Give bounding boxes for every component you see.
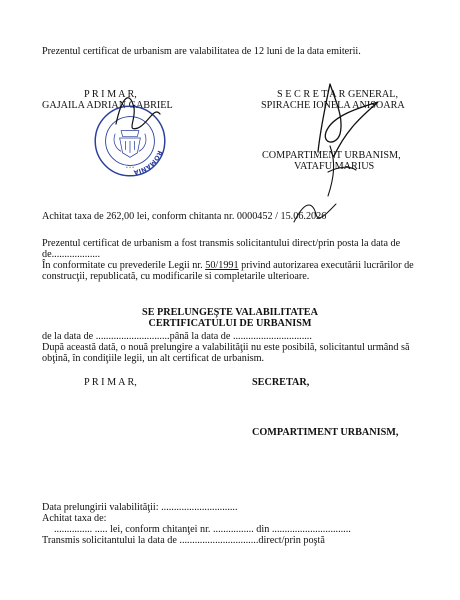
extension-heading-2: CERTIFICATULUI DE URBANISM [148,318,312,329]
extension-mayor-title: P R I M A R, [84,377,137,388]
mayor-name: GAJAILA ADRIAN GABRIEL [42,100,173,111]
fee-line: Achitat taxa de 262,00 lei, conform chitanta nr. 0000452 / 15.06.2026 [42,211,327,222]
svg-text:* * *: * * * [126,166,134,171]
footer-fee-label: Achitat taxa de: [42,513,107,524]
footer-transmitted: Transmis solicitantului la data de ...............................direct/prin poştă [42,535,325,546]
mayor-signature [108,84,168,144]
extension-note-1: După această dată, o nouă prelungire a valabilităţii nu este posibilă, solicitantul urmând să [42,342,410,353]
extension-note-2: obţină, în condiţiile legii, un alt certificat de urbanism. [42,353,265,364]
secretary-name: SPIRACHE IONELA ANISOARA [261,100,405,111]
transmitted-line-2: de................... [42,249,101,260]
law-prefix: În conformitate cu prevederile Legii nr. [42,260,206,271]
seal-ring-text: ROMÂNIA [132,149,163,176]
extension-secretary-title: SECRETAR, [252,377,310,388]
law-number: 50/1991 [205,260,239,271]
law-suffix: privind autorizarea executării lucrărilor de [238,260,414,271]
fee-signature [290,196,340,228]
footer-ext-date: Data prelungirii valabilităţii: .............................. [42,502,238,513]
law-line-2: construcţii, republicată, cu modificarile si completarile ulterioare. [42,271,310,282]
extension-department: COMPARTIMENT URBANISM, [252,427,399,438]
mayor-title: P R I M A R, [84,89,137,100]
validity-line: Prezentul certificat de urbanism are valabilitatea de 12 luni de la data emiterii. [42,46,361,57]
transmitted-line-1: Prezentul certificat de urbanism a fost transmis solicitantului direct/prin posta la data de [42,238,401,249]
department-signature [310,142,370,202]
department-label: COMPARTIMENT URBANISM, [262,150,401,161]
extension-heading-1: SE PRELUNGEŞTE VALABILITATEA [142,307,318,318]
footer-fee-line: ............... ..... lei, conform chitanţei nr. ................ din ............................... [54,524,351,535]
extension-dates: de la data de .............................până la data de ............................... [42,331,312,342]
department-name: VATAFU MARIUS [294,161,375,172]
secretary-title: S E C R E T A R GENERAL, [277,89,399,100]
